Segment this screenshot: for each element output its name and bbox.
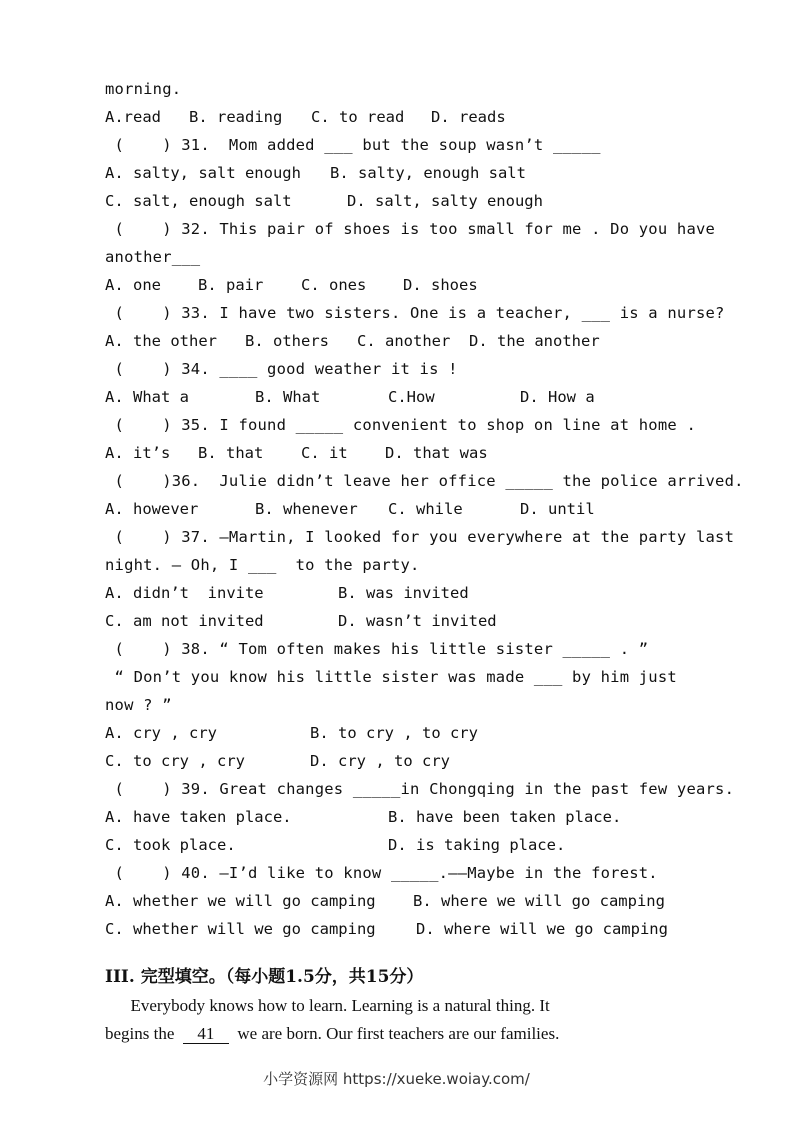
question-37-cont: night. — Oh, I ___ to the party.	[105, 556, 420, 574]
question-34: ( ) 34. ____ good weather it is !	[105, 360, 458, 378]
section-heading: III. 完型填空。（每小题1.5分，共15分）	[105, 967, 424, 987]
question-36: ( )36. Julie didn’t leave her office _____ the police arrived.	[105, 472, 744, 490]
options-q32	[105, 271, 745, 299]
option-c: C. took place.	[105, 836, 236, 854]
text-line: morning.	[105, 80, 182, 98]
option-d: D. shoes	[403, 276, 478, 294]
options-q37-row2	[105, 607, 745, 635]
option-d: D. How a	[520, 388, 595, 406]
option-d: D. until	[520, 500, 595, 518]
option-c: C. ones	[301, 276, 367, 294]
option-d: D. salt, salty enough	[347, 192, 543, 210]
options-q33	[105, 327, 745, 355]
question-32-cont: another___	[105, 248, 201, 266]
option-a: A. didn’t invite	[105, 584, 264, 602]
option-c: C. whether will we go camping	[105, 920, 376, 938]
blank-41: 41	[183, 1025, 229, 1044]
option-a: A. however	[105, 500, 199, 518]
options-q37-row1	[105, 579, 745, 607]
option-c: C.How	[388, 388, 435, 406]
question-32: ( ) 32. This pair of shoes is too small for me . Do you have	[105, 220, 716, 238]
options-q31-row2	[105, 187, 745, 215]
option-b: B. was invited	[338, 584, 469, 602]
option-a: A. the other	[105, 332, 217, 350]
option-b: B. salty, enough salt	[330, 164, 526, 182]
option-a: A. cry , cry	[105, 724, 217, 742]
option-b: B. that	[198, 444, 264, 462]
option-a: A. What a	[105, 388, 189, 406]
passage-text: we are born. Our first teachers are our families.	[228, 1024, 560, 1043]
question-33: ( ) 33. I have two sisters. One is a teacher, ___ is a nurse?	[105, 304, 725, 322]
question-39: ( ) 39. Great changes _____in Chongqing in the past few years.	[105, 780, 735, 798]
options-q36	[105, 495, 745, 523]
option-a: A.read	[105, 108, 161, 126]
option-d: D. is taking place.	[388, 836, 566, 854]
options-q38-row1	[105, 719, 745, 747]
option-b: B. have been taken place.	[388, 808, 622, 826]
option-d: D. that was	[385, 444, 488, 462]
question-38-cont2: now ? ”	[105, 696, 172, 714]
options-q39-row1	[105, 803, 745, 831]
option-d: D. cry , to cry	[310, 752, 450, 770]
question-31: ( ) 31. Mom added ___ but the soup wasn’t _____	[105, 136, 601, 154]
option-d: D. reads	[431, 108, 506, 126]
option-a: A. have taken place.	[105, 808, 292, 826]
option-c: C. another	[357, 332, 451, 350]
option-a: A. whether we will go camping	[105, 892, 376, 910]
option-d: D. the another	[469, 332, 600, 350]
question-38-cont: “ Don’t you know his little sister was made ___ by him just	[105, 668, 677, 686]
option-a: A. it’s	[105, 444, 171, 462]
options-q40-row2	[105, 915, 745, 943]
passage-text: begins the	[105, 1024, 183, 1043]
option-c: C. to read	[311, 108, 405, 126]
option-b: B. others	[245, 332, 329, 350]
option-b: B. pair	[198, 276, 264, 294]
option-b: B. where we will go camping	[413, 892, 665, 910]
option-c: C. am not invited	[105, 612, 264, 630]
option-c: C. to cry , cry	[105, 752, 245, 770]
question-38: ( ) 38. “ Tom often makes his little sister _____ . ”	[105, 640, 649, 658]
option-a: A. one	[105, 276, 161, 294]
option-b: B. to cry , to cry	[310, 724, 478, 742]
options-q38-row2	[105, 747, 745, 775]
option-c: C. it	[301, 444, 348, 462]
options-q34	[105, 383, 745, 411]
passage-line-1: Everybody knows how to learn. Learning is a natural thing. It	[105, 996, 550, 1015]
options-q35	[105, 439, 745, 467]
question-35: ( ) 35. I found _____ convenient to shop on line at home .	[105, 416, 696, 434]
option-d: D. where will we go camping	[416, 920, 668, 938]
options-q40-row1	[105, 887, 745, 915]
option-a: A. salty, salt enough	[105, 164, 301, 182]
option-b: B. reading	[189, 108, 283, 126]
question-40: ( ) 40. —I’d like to know _____.——Maybe in the forest.	[105, 864, 658, 882]
options-q39-row2	[105, 831, 745, 859]
passage-line-2	[105, 1020, 705, 1048]
option-b: B. whenever	[255, 500, 358, 518]
option-d: D. wasn’t invited	[338, 612, 497, 630]
options-q30	[105, 103, 745, 131]
options-q31-row1	[105, 159, 745, 187]
footer-source: 小学资源网 https://xueke.woiay.com/	[263, 1070, 530, 1088]
option-b: B. What	[255, 388, 321, 406]
option-c: C. while	[388, 500, 463, 518]
question-37: ( ) 37. —Martin, I looked for you everywhere at the party last	[105, 528, 735, 546]
option-c: C. salt, enough salt	[105, 192, 292, 210]
